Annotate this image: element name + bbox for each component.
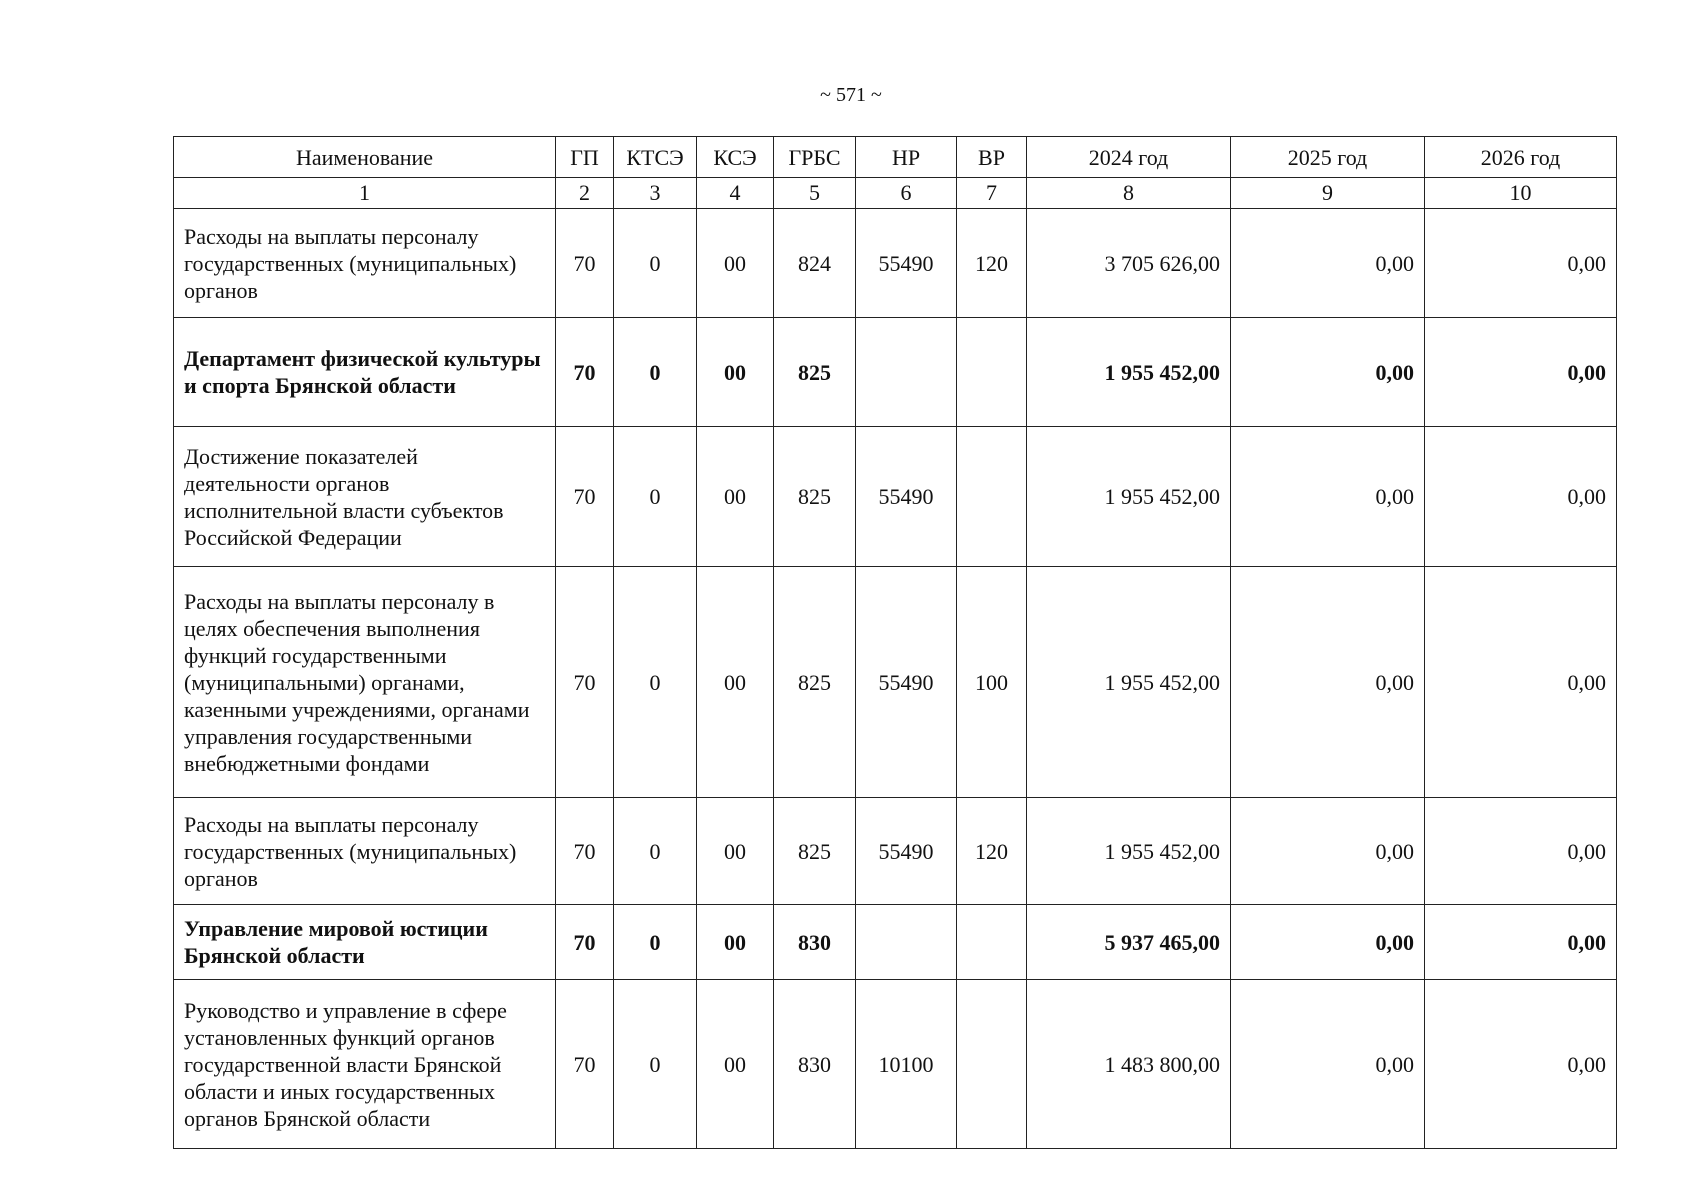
row-name: Расходы на выплаты персоналу в целях обеспечения выполнения функций государственными (муниципальными) органами, казенными учреждениями, органами управления государственными внебюджетными фондами xyxy=(174,567,556,798)
row-gp: 70 xyxy=(556,427,614,567)
row-amount-2024: 1 955 452,00 xyxy=(1027,427,1231,567)
column-number: 8 xyxy=(1027,178,1231,209)
row-kse: 00 xyxy=(697,798,774,905)
row-amount-2024: 1 955 452,00 xyxy=(1027,567,1231,798)
header-ktse: КТСЭ xyxy=(614,137,697,178)
row-vr: 100 xyxy=(957,567,1027,798)
table-row xyxy=(174,427,1617,567)
table-row xyxy=(174,567,1617,798)
row-name: Расходы на выплаты персоналу государственных (муниципальных) органов xyxy=(174,798,556,905)
row-vr xyxy=(957,427,1027,567)
column-number-row xyxy=(174,178,1617,209)
row-grbs: 825 xyxy=(774,567,856,798)
row-amount-2026: 0,00 xyxy=(1425,427,1617,567)
table-row xyxy=(174,798,1617,905)
row-kse: 00 xyxy=(697,318,774,427)
row-ktse: 0 xyxy=(614,905,697,980)
row-grbs: 830 xyxy=(774,905,856,980)
row-vr: 120 xyxy=(957,209,1027,318)
row-kse: 00 xyxy=(697,567,774,798)
row-ktse: 0 xyxy=(614,798,697,905)
row-amount-2025: 0,00 xyxy=(1231,567,1425,798)
column-number: 1 xyxy=(174,178,556,209)
row-kse: 00 xyxy=(697,980,774,1149)
row-name: Руководство и управление в сфере установленных функций органов государственной власти Брянской области и иных государственных органов Брянской области xyxy=(174,980,556,1149)
row-kse: 00 xyxy=(697,905,774,980)
row-amount-2026: 0,00 xyxy=(1425,980,1617,1149)
row-grbs: 825 xyxy=(774,427,856,567)
row-grbs: 830 xyxy=(774,980,856,1149)
row-vr xyxy=(957,980,1027,1149)
table-row-bold xyxy=(174,905,1617,980)
table-row xyxy=(174,980,1617,1149)
column-number: 2 xyxy=(556,178,614,209)
header-2026: 2026 год xyxy=(1425,137,1617,178)
row-nr xyxy=(856,905,957,980)
row-amount-2025: 0,00 xyxy=(1231,209,1425,318)
row-amount-2025: 0,00 xyxy=(1231,905,1425,980)
row-ktse: 0 xyxy=(614,567,697,798)
column-number: 3 xyxy=(614,178,697,209)
row-grbs: 825 xyxy=(774,798,856,905)
row-amount-2024: 1 483 800,00 xyxy=(1027,980,1231,1149)
page-number: ~ 571 ~ xyxy=(820,84,882,106)
header-vr: ВР xyxy=(957,137,1027,178)
row-amount-2026: 0,00 xyxy=(1425,798,1617,905)
row-name: Достижение показателей деятельности органов исполнительной власти субъектов Российской Федерации xyxy=(174,427,556,567)
header-kse: КСЭ xyxy=(697,137,774,178)
header-nr: НР xyxy=(856,137,957,178)
row-vr: 120 xyxy=(957,798,1027,905)
row-ktse: 0 xyxy=(614,318,697,427)
column-number: 5 xyxy=(774,178,856,209)
table-row-bold xyxy=(174,318,1617,427)
row-vr xyxy=(957,318,1027,427)
column-number: 10 xyxy=(1425,178,1617,209)
row-gp: 70 xyxy=(556,318,614,427)
column-number: 9 xyxy=(1231,178,1425,209)
row-amount-2024: 3 705 626,00 xyxy=(1027,209,1231,318)
row-nr xyxy=(856,318,957,427)
header-name: Наименование xyxy=(174,137,556,178)
row-amount-2024: 5 937 465,00 xyxy=(1027,905,1231,980)
header-grbs: ГРБС xyxy=(774,137,856,178)
row-kse: 00 xyxy=(697,209,774,318)
row-kse: 00 xyxy=(697,427,774,567)
row-amount-2026: 0,00 xyxy=(1425,209,1617,318)
row-name: Управление мировой юстиции Брянской области xyxy=(174,905,556,980)
row-ktse: 0 xyxy=(614,209,697,318)
row-vr xyxy=(957,905,1027,980)
row-amount-2026: 0,00 xyxy=(1425,567,1617,798)
row-grbs: 824 xyxy=(774,209,856,318)
row-nr: 55490 xyxy=(856,427,957,567)
budget-table xyxy=(173,136,1617,1149)
row-gp: 70 xyxy=(556,567,614,798)
header-2024: 2024 год xyxy=(1027,137,1231,178)
row-amount-2025: 0,00 xyxy=(1231,980,1425,1149)
row-amount-2026: 0,00 xyxy=(1425,905,1617,980)
row-nr: 55490 xyxy=(856,567,957,798)
header-row xyxy=(174,137,1617,178)
row-gp: 70 xyxy=(556,209,614,318)
table-row xyxy=(174,209,1617,318)
row-amount-2026: 0,00 xyxy=(1425,318,1617,427)
row-nr: 10100 xyxy=(856,980,957,1149)
row-grbs: 825 xyxy=(774,318,856,427)
row-gp: 70 xyxy=(556,798,614,905)
row-amount-2024: 1 955 452,00 xyxy=(1027,798,1231,905)
row-gp: 70 xyxy=(556,905,614,980)
row-name: Департамент физической культуры и спорта Брянской области xyxy=(174,318,556,427)
row-name: Расходы на выплаты персоналу государственных (муниципальных) органов xyxy=(174,209,556,318)
row-amount-2024: 1 955 452,00 xyxy=(1027,318,1231,427)
row-ktse: 0 xyxy=(614,980,697,1149)
row-ktse: 0 xyxy=(614,427,697,567)
row-nr: 55490 xyxy=(856,209,957,318)
column-number: 7 xyxy=(957,178,1027,209)
column-number: 6 xyxy=(856,178,957,209)
row-nr: 55490 xyxy=(856,798,957,905)
row-gp: 70 xyxy=(556,980,614,1149)
row-amount-2025: 0,00 xyxy=(1231,318,1425,427)
row-amount-2025: 0,00 xyxy=(1231,798,1425,905)
column-number: 4 xyxy=(697,178,774,209)
row-amount-2025: 0,00 xyxy=(1231,427,1425,567)
header-gp: ГП xyxy=(556,137,614,178)
header-2025: 2025 год xyxy=(1231,137,1425,178)
